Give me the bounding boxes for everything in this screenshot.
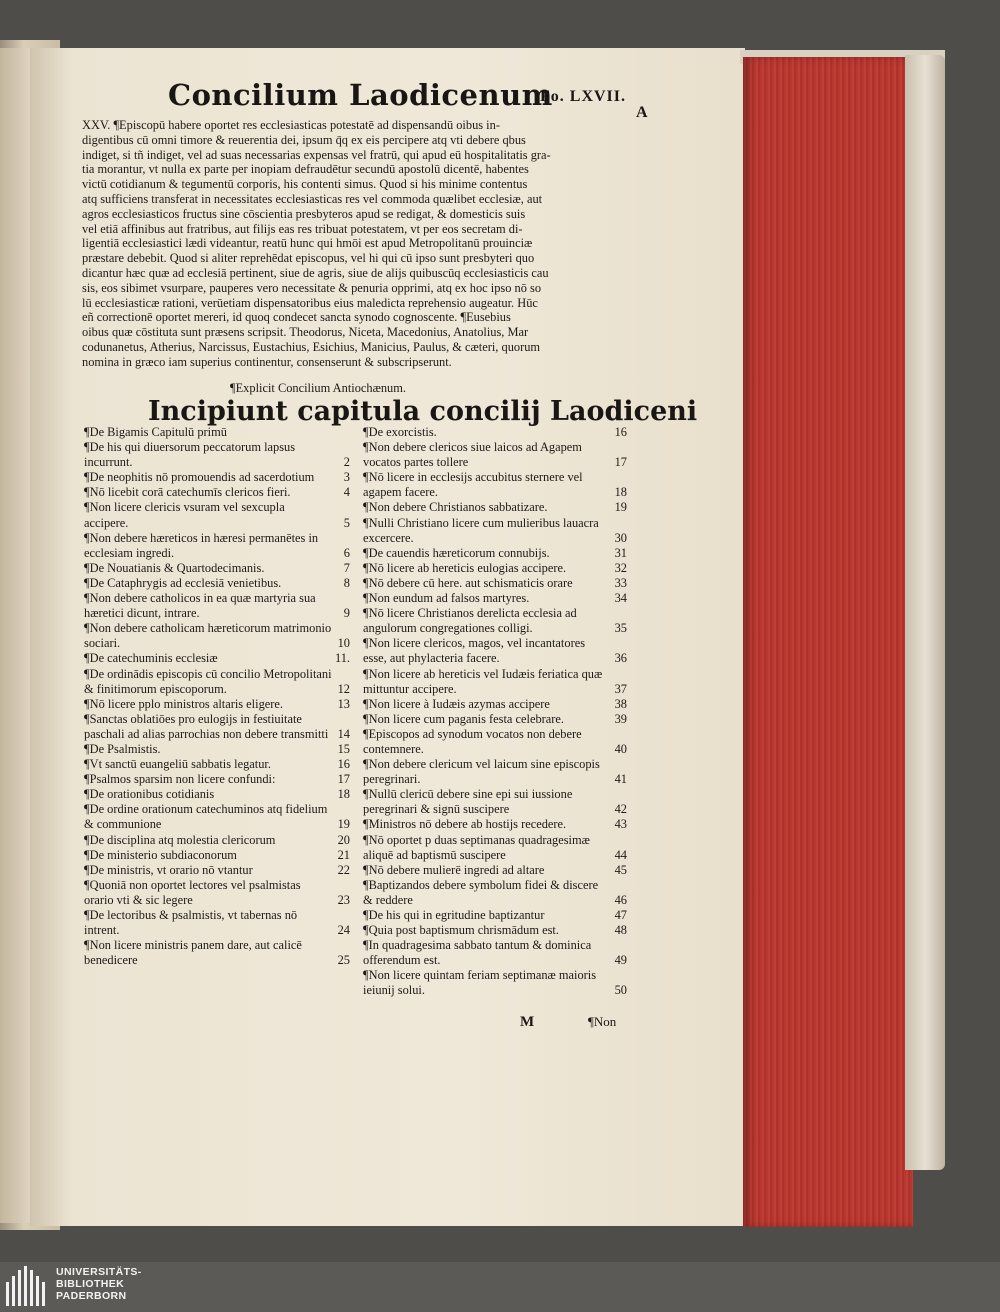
chapter-entry (84, 667, 352, 697)
chapter-number: 43 (614, 817, 627, 832)
chapter-number: 39 (614, 711, 627, 726)
chapter-title: ¶De exorcistis. (363, 425, 437, 439)
chapter-title: ¶De ministerio subdiaconorum (84, 847, 237, 862)
chapter-number: 33 (614, 575, 627, 590)
chapter-number: 20 (337, 832, 350, 847)
chapter-entry (84, 621, 352, 651)
chapter-title: ¶Non licere quintam feriam septimanæ maioris ieiunij solui. (363, 968, 597, 998)
chapter-title: ¶De disciplina atq molestia clericorum (84, 832, 276, 847)
chapter-number: 17 (614, 455, 627, 470)
incipit-heading: Incipiunt capitula concilij Laodiceni (148, 396, 698, 427)
chapter-entry (363, 787, 629, 817)
chapter-title: ¶Quoniā non oportet lectores vel psalmistas orario vti & sic legere (84, 877, 301, 907)
body-line: eñ correctionē oportet mereri, id quoq condecet sancta synodo cognoscente. ¶Eusebius (82, 310, 511, 325)
chapter-number: 13 (337, 696, 350, 711)
chapter-title: ¶Nō licere pplo ministros altaris eligere. (84, 696, 283, 711)
chapter-entry (363, 833, 629, 863)
body-line: indiget, si tñ indiget, vel ad suas necessarias expensas vel fratrū, qui apud eū hospitalitatis gra- (82, 147, 551, 162)
chapter-number: 22 (337, 862, 350, 877)
chapter-title: ¶Nō oportet p duas septimanas quadragesimæ aliquē ad baptismū suscipere (363, 832, 590, 862)
body-line: codunanetus, Atherius, Narcissus, Eustachius, Esichius, Manicius, Paulus, & cæteri, quorum (82, 339, 541, 354)
chapter-entry (363, 667, 629, 697)
chapter-entry (84, 742, 352, 757)
chapter-number: 7 (343, 560, 350, 575)
chapter-title: ¶Nō licebit corā catechumīs clericos fieri. (84, 485, 291, 500)
chapter-title: ¶Psalmos sparsim non licere confundi: (84, 772, 276, 787)
chapter-title: ¶De ordine orationum catechuminos atq fidelium & communione (84, 802, 328, 832)
chapter-entry (84, 848, 352, 863)
chapter-entry (84, 697, 352, 712)
body-line: dicantur hæc quæ ad ecclesiā pertinent, siue de agris, siue de alijs quibuscūq ecclesiasticis cau (82, 265, 549, 280)
chapter-title: ¶Non debere hæreticos in hæresi permanētes in ecclesiam ingredi. (84, 530, 319, 560)
chapter-entry (363, 425, 629, 440)
body-line: tia morantur, vt nulla ex parte per inopiam defraudētur secundū apostolū dicentē, habentes (82, 162, 529, 177)
chapter-number: 47 (614, 908, 627, 922)
chapter-number: 31 (614, 545, 627, 560)
chapter-entry (363, 576, 629, 591)
chapter-entry (363, 817, 629, 832)
chapter-entry (84, 938, 352, 968)
library-name-line: PADERBORN (56, 1290, 127, 1302)
chapter-entry (363, 878, 629, 908)
body-line: victū cotidianum & tegumentū corporis, his contenti simus. Quod si his minime contentus (82, 177, 528, 192)
chapter-number: 50 (614, 983, 627, 998)
chapter-number: 16 (337, 757, 350, 772)
chapter-title: ¶Nō debere cū here. aut schismaticis orare (363, 575, 573, 590)
chapter-title: ¶Nō licere ab hereticis eulogias accipere. (363, 560, 567, 575)
chapter-title: ¶Quia post baptismum chrismādum est. (363, 923, 559, 938)
library-name (56, 1266, 142, 1302)
explicit-line: ¶Explicit Concilium Antiochænum. (230, 381, 406, 395)
chapter-number: 19 (614, 500, 627, 515)
chapter-number: 18 (614, 485, 627, 500)
chapter-title: ¶Nulli Christiano licere cum mulieribus lauacra excercere. (363, 515, 599, 545)
chapter-title: ¶Non licere clericis vsuram vel sexcupla accipere. (84, 500, 285, 530)
chapter-number: 10 (337, 636, 350, 651)
chapter-number: 23 (337, 892, 350, 907)
chapter-entry (363, 561, 629, 576)
body-line: agros ecclesiasticos fructus sine cōscientia presbyteros apud se redigat, & domesticis suis (82, 206, 526, 221)
chapter-title: ¶De his qui diuersorum peccatorum lapsus incurrunt. (84, 440, 296, 470)
chapter-title: ¶Non licere cum paganis festa celebrare. (363, 711, 565, 726)
chapter-title: ¶Non eundum ad falsos martyres. (363, 591, 530, 606)
chapter-entry (84, 500, 352, 530)
margin-signature: A (636, 104, 648, 121)
chapter-title: ¶Non licere à Iudæis azymas accipere (363, 696, 550, 711)
body-line: atq sufficiens transferat in necessitates ecclesiasticas res vel commoda quælibet ecclesiæ, aut (82, 191, 543, 206)
chapter-title: ¶Nō debere mulierē ingredi ad altare (363, 862, 545, 877)
chapter-title: ¶Baptizandos debere symbolum fidei & discere & reddere (363, 877, 599, 907)
chapter-list-right (363, 425, 629, 999)
running-head: Concilium Laodicenum (168, 78, 553, 112)
chapter-title: ¶Sanctas oblatiōes pro eulogijs in festiuitate paschali ad alias parrochias non debere transmitti (84, 711, 329, 741)
chapter-entry (84, 908, 352, 938)
chapter-title: ¶Non licere ab hereticis vel Iudæis feriatica quæ mittuntur accipere. (363, 666, 603, 696)
chapter-title: ¶De Psalmistis. (84, 741, 161, 756)
body-paragraph (82, 118, 627, 370)
chapter-title: ¶De his qui in egritudine baptizantur (363, 908, 545, 922)
chapter-number: 48 (614, 923, 627, 938)
chapter-entry (363, 727, 629, 757)
body-line: XXV. ¶Episcopū habere oportet res ecclesiasticas potestatē ad dispensandū oibus in- (82, 118, 500, 132)
body-line: lū ecclesiasticæ rationi, verūetiam dispensatoribus eius maledicta reprehensio augeatur. Hūc (82, 295, 538, 310)
chapter-number: 3 (343, 470, 350, 485)
chapter-number: 25 (337, 953, 350, 968)
catchword: ¶Non (588, 1014, 617, 1029)
chapter-entry (363, 697, 629, 712)
chapter-title: ¶Nō licere Christianos derelicta ecclesia ad angulorum congregationes colligi. (363, 606, 577, 636)
chapter-title: ¶De orationibus cotidianis (84, 787, 215, 802)
chapter-entry (363, 923, 629, 938)
body-line: ligentiā ecclesiastici lædi videantur, reatū hunc qui hmōi est apud Metropolitanū prouinciæ (82, 236, 533, 251)
chapter-title: ¶De cauendis hæreticorum connubijs. (363, 545, 550, 560)
chapter-number: 37 (614, 681, 627, 696)
chapter-number: 8 (343, 575, 350, 590)
chapter-title: ¶De ordinādis episcopis cū concilio Metropolitani & finitimorum episcoporum. (84, 666, 332, 696)
chapter-entry (84, 470, 352, 485)
chapter-entry (84, 787, 352, 802)
chapter-entry (84, 561, 352, 576)
chapter-number: 6 (343, 545, 350, 560)
chapter-number: 45 (614, 862, 627, 877)
red-fore-edge (743, 57, 913, 1227)
chapter-title: ¶De catechuminis ecclesiæ (84, 651, 218, 666)
library-logo-icon (2, 1264, 50, 1310)
chapter-entry (363, 757, 629, 787)
signature-mark: M (520, 1014, 535, 1030)
chapter-number: 34 (614, 591, 627, 606)
chapter-number: 44 (614, 847, 627, 862)
chapter-entry (84, 772, 352, 787)
chapter-number: 38 (614, 696, 627, 711)
chapter-number: 5 (343, 515, 350, 530)
chapter-entry (84, 531, 352, 561)
chapter-entry (363, 863, 629, 878)
chapter-title: ¶Non debere catholicam hæreticorum matrimonio sociari. (84, 621, 332, 651)
chapter-number: 46 (614, 892, 627, 907)
chapter-entry (363, 516, 629, 546)
chapter-number: 36 (614, 651, 627, 666)
chapter-entry (84, 485, 352, 500)
body-line: sis, eos sibimet vsurpare, pauperes vero necessitate & penuria opprimi, atq ex hoc ipso nō so (82, 280, 542, 295)
chapter-number: 17 (337, 772, 350, 787)
chapter-number: 41 (614, 772, 627, 787)
chapter-title: ¶Non debere catholicos in ea quæ martyria sua hæretici dicunt, intrare. (84, 591, 316, 621)
chapter-number: 49 (614, 953, 627, 968)
chapter-number: 14 (337, 726, 350, 741)
chapter-title: ¶Non debere Christianos sabbatizare. (363, 500, 548, 515)
body-line: oibus quæ cōstituta sunt præsens scripsit. Theodorus, Niceta, Macedonius, Anatolius, Mar (82, 325, 529, 340)
chapter-entry (84, 833, 352, 848)
chapter-entry (363, 546, 629, 561)
chapter-entry (84, 591, 352, 621)
chapter-number: 12 (337, 681, 350, 696)
chapter-entry (84, 712, 352, 742)
chapter-entry (84, 651, 352, 666)
chapter-number: 18 (337, 787, 350, 802)
folio-number: Fo. LXVII. (540, 88, 627, 105)
chapter-number: 21 (337, 847, 350, 862)
chapter-title: ¶Non licere clericos, magos, vel incantatores esse, aut phylacteria facere. (363, 636, 586, 666)
chapter-title: ¶Non licere ministris panem dare, aut calicē benedicere (84, 938, 302, 968)
chapter-entry (363, 440, 629, 470)
chapter-entry (363, 500, 629, 515)
library-name-line: UNIVERSITÄTS- (56, 1266, 142, 1278)
library-name-line: BIBLIOTHEK (56, 1278, 125, 1290)
chapter-title: ¶Episcopos ad synodum vocatos non debere contemnere. (363, 726, 582, 756)
chapter-number: 32 (614, 560, 627, 575)
chapter-number: 35 (614, 621, 627, 636)
chapter-entry (84, 576, 352, 591)
chapter-entry (363, 938, 629, 968)
chapter-entry (84, 878, 352, 908)
chapter-entry (84, 802, 352, 832)
chapter-entry (84, 425, 352, 440)
chapter-title: ¶De Nouatianis & Quartodecimanis. (84, 560, 265, 575)
chapter-number: 40 (614, 741, 627, 756)
chapter-entry (363, 606, 629, 636)
chapter-entry (84, 440, 352, 470)
chapter-number: 24 (337, 923, 350, 938)
body-line: digentibus cū omni timore & reuerentia dei, ipsum q̄q ex eis percipere atq vti debere qbus (82, 132, 526, 147)
chapter-title: ¶De lectoribus & psalmistis, vt tabernas nō intrent. (84, 908, 298, 938)
chapter-entry (363, 908, 629, 923)
chapter-number: 4 (343, 485, 350, 500)
chapter-list-left (84, 425, 352, 968)
body-line: nomina in græco iam superius continentur, consenserunt & subscripserunt. (82, 354, 452, 369)
chapter-title: ¶In quadragesima sabbato tantum & dominica offerendum est. (363, 938, 592, 968)
chapter-entry (84, 863, 352, 878)
chapter-title: ¶De neophitis nō promouendis ad sacerdotium (84, 470, 315, 485)
chapter-title: ¶Vt sanctū euangeliū sabbatis legatur. (84, 757, 271, 772)
chapter-number: 9 (343, 606, 350, 621)
chapter-number: 16 (614, 425, 627, 439)
chapter-entry (363, 968, 629, 998)
chapter-number: 11. (334, 651, 350, 666)
chapter-title: ¶De Cataphrygis ad ecclesiā venietibus. (84, 575, 282, 590)
chapter-number: 42 (614, 802, 627, 817)
chapter-number: 15 (337, 741, 350, 756)
body-line: vel etiā affinibus aut fratribus, aut filijs eas res tribuat potestatem, vt per eos secretam di- (82, 221, 523, 236)
chapter-number: 30 (614, 530, 627, 545)
chapter-title: ¶Nō licere in ecclesijs accubitus sternere vel agapem facere. (363, 470, 583, 500)
chapter-entry (363, 470, 629, 500)
footer-bar (0, 1262, 1000, 1312)
chapter-entry (363, 636, 629, 666)
chapter-entry (363, 712, 629, 727)
chapter-title: ¶Nullū clericū debere sine epi sui iussione peregrinari & signū suscipere (363, 787, 573, 817)
chapter-entry (363, 591, 629, 606)
chapter-title: ¶Non debere clericos siue laicos ad Agapem vocatos partes tollere (363, 440, 582, 470)
chapter-title: ¶Ministros nō debere ab hostijs recedere. (363, 817, 567, 832)
book-cover-edge (905, 55, 945, 1170)
body-line: præstare debebit. Quod si aliter reprehēdat episcopus, vel hi qui cū ipso sunt presbyteri quo (82, 251, 535, 266)
chapter-number: 2 (343, 455, 350, 470)
chapter-number: 19 (337, 817, 350, 832)
chapter-title: ¶De ministris, vt orario nō vtantur (84, 862, 253, 877)
chapter-title: ¶De Bigamis Capitulū primū (84, 425, 227, 439)
chapter-title: ¶Non debere clericum vel laicum sine episcopis peregrinari. (363, 757, 600, 787)
chapter-entry (84, 757, 352, 772)
